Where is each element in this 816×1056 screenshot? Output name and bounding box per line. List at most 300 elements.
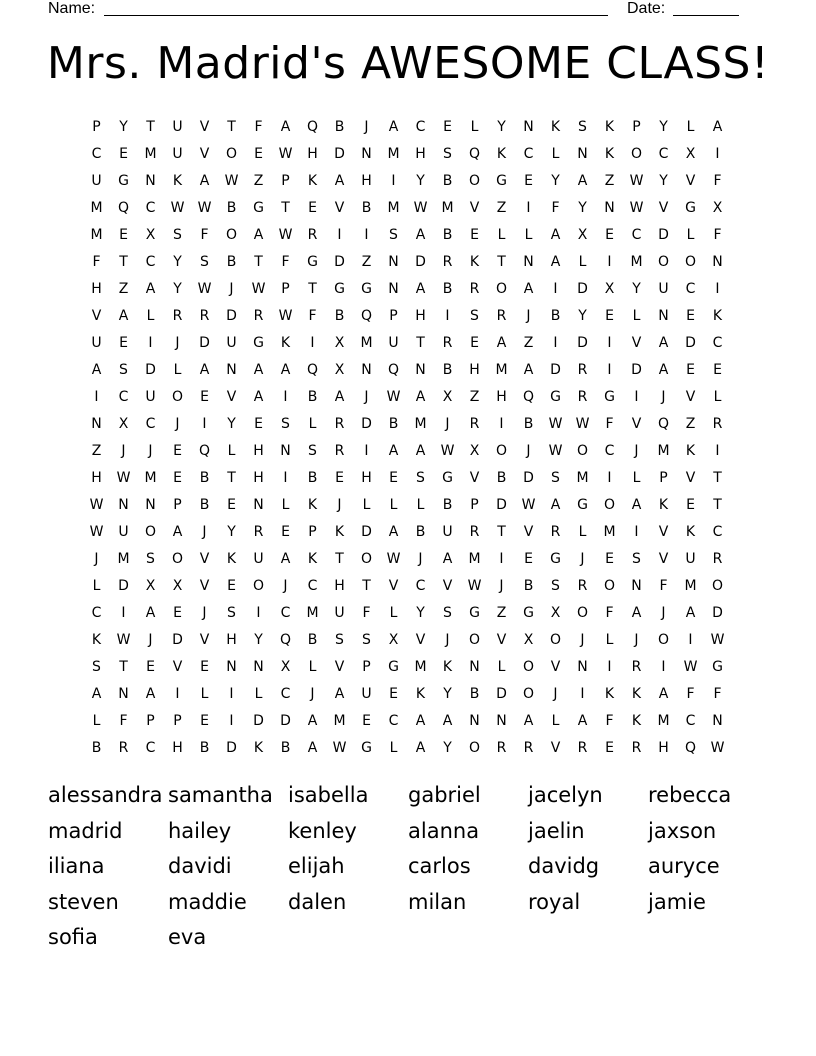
grid-letter[interactable]: A [415,389,426,405]
grid-letter[interactable]: C [91,146,102,162]
grid-letter[interactable]: R [577,389,588,405]
grid-letter[interactable]: D [685,335,696,351]
grid-letter[interactable]: J [553,686,558,702]
grid-letter[interactable]: E [713,362,722,378]
grid-letter[interactable]: E [389,470,398,486]
grid-letter[interactable]: E [119,335,128,351]
grid-letter[interactable]: T [119,254,128,270]
grid-letter[interactable]: X [145,578,156,594]
grid-letter[interactable]: A [415,443,426,459]
grid-letter[interactable]: M [387,146,400,162]
grid-letter[interactable]: A [388,524,399,540]
grid-letter[interactable]: M [414,659,427,675]
grid-letter[interactable]: R [496,308,507,324]
grid-letter[interactable]: C [91,605,102,621]
grid-letter[interactable]: J [445,416,450,432]
grid-letter[interactable]: E [524,173,533,189]
grid-letter[interactable]: P [146,713,155,729]
grid-letter[interactable]: I [607,362,612,378]
grid-letter[interactable]: J [580,551,585,567]
grid-letter[interactable]: U [442,524,453,540]
grid-letter[interactable]: A [550,497,561,513]
grid-letter[interactable]: W [683,659,698,675]
grid-letter[interactable]: O [468,632,481,648]
grid-letter[interactable]: W [278,308,293,324]
grid-letter[interactable]: K [307,551,318,567]
grid-letter[interactable]: V [172,659,183,675]
grid-letter[interactable]: N [469,713,480,729]
grid-letter[interactable]: V [469,200,480,216]
grid-letter[interactable]: D [658,227,669,243]
grid-letter[interactable]: E [443,119,452,135]
grid-letter[interactable]: Y [443,740,452,756]
grid-letter[interactable]: Q [360,308,373,324]
grid-letter[interactable]: D [253,713,264,729]
grid-letter[interactable]: G [550,389,561,405]
grid-letter[interactable]: K [307,497,318,513]
grid-letter[interactable]: K [415,686,426,702]
grid-letter[interactable]: N [361,362,372,378]
grid-letter[interactable]: F [308,308,317,324]
grid-letter[interactable]: N [577,146,588,162]
grid-letter[interactable]: A [145,281,156,297]
grid-letter[interactable]: G [604,389,615,405]
grid-letter[interactable]: N [253,659,264,675]
grid-letter[interactable]: E [605,740,614,756]
grid-letter[interactable]: A [388,119,399,135]
grid-letter[interactable]: U [118,524,129,540]
grid-letter[interactable]: I [229,686,234,702]
grid-letter[interactable]: B [280,740,291,756]
grid-letter[interactable]: F [362,605,371,621]
grid-letter[interactable]: T [146,119,155,135]
grid-letter[interactable]: W [224,173,239,189]
grid-letter[interactable]: L [686,119,695,135]
grid-letter[interactable]: N [469,659,480,675]
grid-letter[interactable]: E [227,578,236,594]
grid-letter[interactable]: D [172,632,183,648]
grid-letter[interactable]: B [442,497,453,513]
grid-letter[interactable]: F [713,173,722,189]
grid-letter[interactable]: N [712,713,723,729]
grid-letter[interactable]: I [607,254,612,270]
grid-letter[interactable]: H [361,470,372,486]
grid-letter[interactable]: H [658,740,669,756]
grid-letter[interactable]: P [362,659,371,675]
grid-letter[interactable]: A [280,362,291,378]
grid-letter[interactable]: L [497,227,506,243]
grid-letter[interactable]: I [202,416,207,432]
grid-letter[interactable]: A [280,119,291,135]
grid-letter[interactable]: Q [279,632,292,648]
grid-letter[interactable]: P [632,119,641,135]
grid-letter[interactable]: W [548,443,563,459]
grid-letter[interactable]: R [577,362,588,378]
grid-letter[interactable]: L [308,659,317,675]
grid-letter[interactable]: A [658,335,669,351]
grid-letter[interactable]: A [496,335,507,351]
grid-letter[interactable]: E [686,497,695,513]
grid-letter[interactable]: I [580,686,585,702]
grid-letter[interactable]: N [91,416,102,432]
grid-letter[interactable]: L [632,470,641,486]
grid-letter[interactable]: A [334,389,345,405]
grid-letter[interactable]: A [523,362,534,378]
grid-letter[interactable]: U [172,146,183,162]
grid-letter[interactable]: K [631,713,642,729]
grid-letter[interactable]: N [523,119,534,135]
grid-letter[interactable]: L [551,146,560,162]
grid-letter[interactable]: D [712,605,723,621]
grid-letter[interactable]: K [604,119,615,135]
grid-letter[interactable]: A [91,686,102,702]
grid-letter[interactable]: Z [253,173,264,189]
grid-letter[interactable]: N [415,362,426,378]
grid-letter[interactable]: T [416,335,425,351]
grid-letter[interactable]: O [657,632,670,648]
grid-letter[interactable]: R [118,740,129,756]
grid-letter[interactable]: A [172,524,183,540]
grid-letter[interactable]: V [199,578,210,594]
grid-letter[interactable]: L [389,497,398,513]
grid-letter[interactable]: W [440,443,455,459]
grid-letter[interactable]: A [118,308,129,324]
grid-letter[interactable]: K [496,146,507,162]
grid-letter[interactable]: W [116,632,131,648]
grid-letter[interactable]: J [661,389,666,405]
grid-letter[interactable]: T [713,470,722,486]
grid-letter[interactable]: D [334,254,345,270]
grid-letter[interactable]: A [550,254,561,270]
grid-letter[interactable]: Y [578,200,587,216]
grid-letter[interactable]: A [334,173,345,189]
grid-letter[interactable]: E [119,227,128,243]
grid-letter[interactable]: D [496,497,507,513]
grid-letter[interactable]: A [388,443,399,459]
grid-letter[interactable]: J [175,335,180,351]
grid-letter[interactable]: K [91,632,102,648]
grid-letter[interactable]: I [229,713,234,729]
grid-letter[interactable]: Q [117,200,130,216]
grid-letter[interactable]: O [630,146,643,162]
grid-letter[interactable]: J [175,416,180,432]
grid-letter[interactable]: S [416,470,425,486]
grid-letter[interactable]: T [308,281,317,297]
grid-letter[interactable]: W [116,470,131,486]
grid-letter[interactable]: R [334,443,345,459]
grid-letter[interactable]: H [361,173,372,189]
grid-letter[interactable]: L [389,740,398,756]
grid-letter[interactable]: C [712,335,723,351]
grid-letter[interactable]: X [469,443,480,459]
grid-letter[interactable]: J [121,443,126,459]
grid-letter[interactable]: E [227,497,236,513]
grid-letter[interactable]: J [148,443,153,459]
grid-letter[interactable]: X [172,578,183,594]
grid-letter[interactable]: Y [497,119,506,135]
grid-letter[interactable]: B [307,632,318,648]
grid-letter[interactable]: L [173,362,182,378]
grid-letter[interactable]: T [497,524,506,540]
grid-letter[interactable]: S [200,254,209,270]
grid-letter[interactable]: L [497,659,506,675]
grid-letter[interactable]: K [604,146,615,162]
grid-letter[interactable]: Q [306,119,319,135]
grid-letter[interactable]: U [226,335,237,351]
grid-letter[interactable]: C [685,713,696,729]
grid-letter[interactable]: I [715,443,720,459]
grid-letter[interactable]: K [226,551,237,567]
grid-letter[interactable]: S [146,551,155,567]
grid-letter[interactable]: V [334,659,345,675]
grid-letter[interactable]: Q [387,362,400,378]
grid-letter[interactable]: S [173,227,182,243]
grid-letter[interactable]: O [468,173,481,189]
grid-letter[interactable]: I [310,335,315,351]
grid-letter[interactable]: H [91,281,102,297]
grid-letter[interactable]: H [415,146,426,162]
grid-letter[interactable]: V [550,659,561,675]
grid-letter[interactable]: I [256,605,261,621]
grid-letter[interactable]: J [634,443,639,459]
grid-letter[interactable]: B [361,200,372,216]
grid-letter[interactable]: D [550,362,561,378]
grid-letter[interactable]: D [577,335,588,351]
grid-letter[interactable]: Z [361,254,372,270]
grid-letter[interactable]: A [253,362,264,378]
grid-letter[interactable]: V [469,470,480,486]
grid-letter[interactable]: L [146,308,155,324]
grid-letter[interactable]: B [199,740,210,756]
grid-letter[interactable]: F [605,416,614,432]
grid-letter[interactable]: Y [173,281,182,297]
grid-letter[interactable]: O [603,497,616,513]
grid-letter[interactable]: J [526,308,531,324]
grid-letter[interactable]: N [145,173,156,189]
grid-letter[interactable]: J [229,281,234,297]
grid-letter[interactable]: G [388,659,399,675]
grid-letter[interactable]: K [334,524,345,540]
grid-letter[interactable]: J [94,551,99,567]
grid-letter[interactable]: K [172,173,183,189]
grid-letter[interactable]: F [713,227,722,243]
grid-letter[interactable]: I [364,227,369,243]
grid-letter[interactable]: I [499,551,504,567]
grid-letter[interactable]: A [658,686,669,702]
grid-letter[interactable]: W [386,551,401,567]
grid-letter[interactable]: R [469,416,480,432]
grid-letter[interactable]: C [685,281,696,297]
grid-letter[interactable]: Q [306,362,319,378]
grid-letter[interactable]: N [226,659,237,675]
grid-letter[interactable]: U [361,686,372,702]
grid-letter[interactable]: P [389,308,398,324]
grid-letter[interactable]: G [550,551,561,567]
grid-letter[interactable]: A [307,713,318,729]
grid-letter[interactable]: M [576,470,589,486]
grid-letter[interactable]: F [713,686,722,702]
grid-letter[interactable]: W [575,416,590,432]
grid-letter[interactable]: W [548,416,563,432]
grid-letter[interactable]: W [710,632,725,648]
grid-letter[interactable]: S [281,416,290,432]
grid-letter[interactable]: J [418,551,423,567]
grid-letter[interactable]: Y [659,173,668,189]
grid-letter[interactable]: W [197,200,212,216]
grid-letter[interactable]: D [523,470,534,486]
grid-letter[interactable]: E [605,551,614,567]
grid-letter[interactable]: G [712,659,723,675]
grid-letter[interactable]: E [146,659,155,675]
grid-letter[interactable]: B [550,308,561,324]
grid-letter[interactable]: C [415,119,426,135]
grid-letter[interactable]: H [226,632,237,648]
grid-letter[interactable]: E [254,416,263,432]
grid-letter[interactable]: D [226,740,237,756]
grid-letter[interactable]: H [172,740,183,756]
grid-letter[interactable]: G [523,605,534,621]
grid-letter[interactable]: A [145,605,156,621]
grid-letter[interactable]: B [199,497,210,513]
grid-letter[interactable]: C [523,146,534,162]
grid-letter[interactable]: A [334,686,345,702]
grid-letter[interactable]: K [685,524,696,540]
grid-letter[interactable]: O [603,578,616,594]
grid-letter[interactable]: J [283,578,288,594]
grid-letter[interactable]: I [499,416,504,432]
grid-letter[interactable]: J [661,605,666,621]
grid-letter[interactable]: V [199,146,210,162]
grid-letter[interactable]: X [550,605,561,621]
grid-letter[interactable]: V [199,632,210,648]
grid-letter[interactable]: N [523,254,534,270]
grid-letter[interactable]: G [685,200,696,216]
grid-letter[interactable]: M [657,443,670,459]
grid-letter[interactable]: O [576,443,589,459]
grid-letter[interactable]: G [361,281,372,297]
grid-letter[interactable]: U [91,335,102,351]
grid-letter[interactable]: O [684,254,697,270]
grid-letter[interactable]: G [496,173,507,189]
grid-letter[interactable]: O [360,551,373,567]
grid-letter[interactable]: I [175,686,180,702]
grid-letter[interactable]: N [658,308,669,324]
grid-letter[interactable]: O [495,281,508,297]
grid-letter[interactable]: O [252,578,265,594]
grid-letter[interactable]: B [496,470,507,486]
grid-letter[interactable]: H [91,470,102,486]
grid-letter[interactable]: Y [416,173,425,189]
grid-letter[interactable]: J [148,632,153,648]
grid-letter[interactable]: V [334,200,345,216]
grid-letter[interactable]: U [658,281,669,297]
grid-letter[interactable]: Y [578,308,587,324]
grid-letter[interactable]: M [306,605,319,621]
grid-letter[interactable]: V [415,632,426,648]
grid-letter[interactable]: C [145,740,156,756]
grid-letter[interactable]: I [553,335,558,351]
grid-letter[interactable]: I [607,335,612,351]
grid-letter[interactable]: C [145,254,156,270]
grid-letter[interactable]: Z [496,605,507,621]
grid-letter[interactable]: G [253,335,264,351]
grid-letter[interactable]: D [415,254,426,270]
grid-letter[interactable]: X [145,227,156,243]
grid-letter[interactable]: H [253,470,264,486]
grid-letter[interactable]: N [631,578,642,594]
grid-letter[interactable]: Z [523,335,534,351]
grid-letter[interactable]: T [227,470,236,486]
grid-letter[interactable]: Y [119,119,128,135]
grid-letter[interactable]: A [631,497,642,513]
grid-letter[interactable]: C [712,524,723,540]
grid-letter[interactable]: R [577,740,588,756]
grid-letter[interactable]: V [631,416,642,432]
grid-letter[interactable]: A [253,227,264,243]
grid-letter[interactable]: V [631,335,642,351]
grid-letter[interactable]: E [200,659,209,675]
name-field[interactable] [104,0,608,16]
grid-letter[interactable]: L [578,524,587,540]
grid-letter[interactable]: I [715,146,720,162]
grid-letter[interactable]: E [173,470,182,486]
grid-letter[interactable]: V [658,551,669,567]
grid-letter[interactable]: T [281,200,290,216]
grid-letter[interactable]: X [280,659,291,675]
grid-letter[interactable]: A [631,605,642,621]
grid-letter[interactable]: I [715,281,720,297]
grid-letter[interactable]: B [307,470,318,486]
grid-letter[interactable]: B [442,362,453,378]
grid-letter[interactable]: F [605,605,614,621]
grid-letter[interactable]: A [685,605,696,621]
grid-letter[interactable]: W [629,173,644,189]
grid-letter[interactable]: C [415,578,426,594]
grid-letter[interactable]: V [226,389,237,405]
grid-letter[interactable]: B [442,227,453,243]
grid-letter[interactable]: V [550,740,561,756]
grid-letter[interactable]: J [526,443,531,459]
grid-letter[interactable]: X [604,281,615,297]
grid-letter[interactable]: T [335,551,344,567]
grid-letter[interactable]: R [199,308,210,324]
grid-letter[interactable]: M [414,416,427,432]
grid-letter[interactable]: E [470,335,479,351]
grid-letter[interactable]: S [443,605,452,621]
grid-letter[interactable]: B [226,200,237,216]
grid-letter[interactable]: J [202,524,207,540]
grid-letter[interactable]: D [145,362,156,378]
grid-letter[interactable]: H [415,308,426,324]
grid-letter[interactable]: P [173,713,182,729]
grid-letter[interactable]: I [337,227,342,243]
grid-letter[interactable]: B [307,389,318,405]
grid-letter[interactable]: V [199,551,210,567]
grid-letter[interactable]: U [253,551,264,567]
grid-letter[interactable]: P [173,497,182,513]
grid-letter[interactable]: V [496,632,507,648]
grid-letter[interactable]: O [522,659,535,675]
grid-letter[interactable]: C [388,713,399,729]
grid-letter[interactable]: M [441,200,454,216]
grid-letter[interactable]: R [523,740,534,756]
grid-letter[interactable]: Y [659,119,668,135]
grid-letter[interactable]: X [334,362,345,378]
grid-letter[interactable]: S [443,146,452,162]
grid-letter[interactable]: O [468,740,481,756]
grid-letter[interactable]: B [523,578,534,594]
grid-letter[interactable]: J [580,632,585,648]
